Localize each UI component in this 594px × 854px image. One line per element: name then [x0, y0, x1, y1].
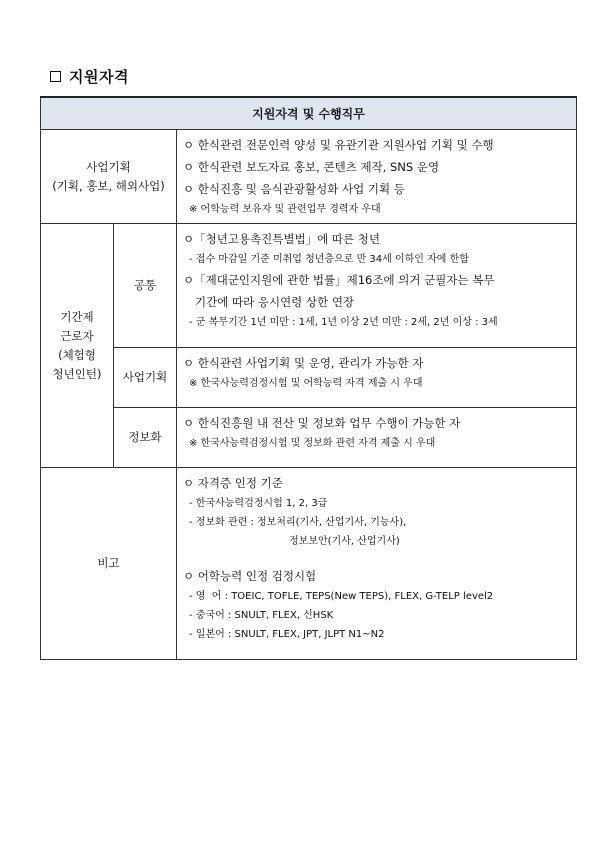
- remarks-content: ㅇ 자격증 인정 기준 - 한국사능력검정시험 1, 2, 3급 - 정보화 관련 : 정보처리(기사, 산업기사, 기능사), 정보보안(기사, 산업기사) ㅇ 어학능력 인정 검정시험 - 영 어 : TOEIC, TOFLE, TEPS(New TEPS), FLEX, G-TELP level2 - 중국어 : SNULT, FLEX, 신HSK - 일본어 : SNULT, FLEX, JPT, JLPT N1~N2: [177, 468, 577, 660]
- table-header-row: [41, 97, 577, 130]
- section-title: 지원자격: [69, 68, 129, 86]
- table-row: [41, 130, 577, 224]
- business-planning-duties: [177, 130, 577, 224]
- list-item: ㅇ 한식관련 전문인력 양성 및 유관기관 지원사업 기획 및 수행: [183, 138, 494, 152]
- checkbox-square-icon: [50, 71, 61, 82]
- section-heading: [50, 66, 129, 87]
- planning-requirements: ㅇ 한식관련 사업기획 및 운영, 관리가 가능한 자 ※ 한국사능력검정시험 및 어학능력 자격 제출 시 우대: [177, 348, 577, 408]
- table-row: [41, 348, 577, 408]
- category-business-planning: 사업기획 (기획, 홍보, 해외사업): [41, 130, 177, 224]
- subcategory-it: 정보화: [114, 408, 177, 468]
- subcategory-common: 공통: [114, 224, 177, 348]
- list-item: ㅇ 한식관련 보도자료 홍보, 콘텐츠 제작, SNS 운영: [183, 160, 440, 174]
- subcategory-planning: 사업기획: [114, 348, 177, 408]
- table-header: 지원자격 및 수행직무: [41, 97, 577, 130]
- note: ※ 어학능력 보유자 및 관련업무 경력자 우대: [189, 204, 381, 215]
- qualification-table: [40, 96, 577, 660]
- category-intern: 기간제 근로자 (체험형 청년인턴): [41, 224, 114, 468]
- list-item: ㅇ 한식진흥 및 음식관광활성화 사업 기획 등: [183, 182, 405, 196]
- table-row: [41, 408, 577, 468]
- table-row: [41, 468, 577, 660]
- it-requirements: ㅇ 한식진흥원 내 전산 및 정보화 업무 수행이 가능한 자 ※ 한국사능력검정시험 및 정보화 관련 자격 제출 시 우대: [177, 408, 577, 468]
- category-remarks: 비고: [41, 468, 177, 660]
- common-requirements: ㅇ「청년고용촉진특별법」에 따른 청년 - 접수 마감일 기준 미취업 청년층으로 만 34세 이하인 자에 한함 ㅇ「제대군인지원에 관한 법률」제16조에 의거 군필자는 복무 기간에 따라 응시연령 상한 연장 - 군 복무기간 1년 미만 : 1세, 1년 이상 2년 미만 : 2세, 2년 이상 : 3세: [177, 224, 577, 348]
- table-row: [41, 224, 577, 348]
